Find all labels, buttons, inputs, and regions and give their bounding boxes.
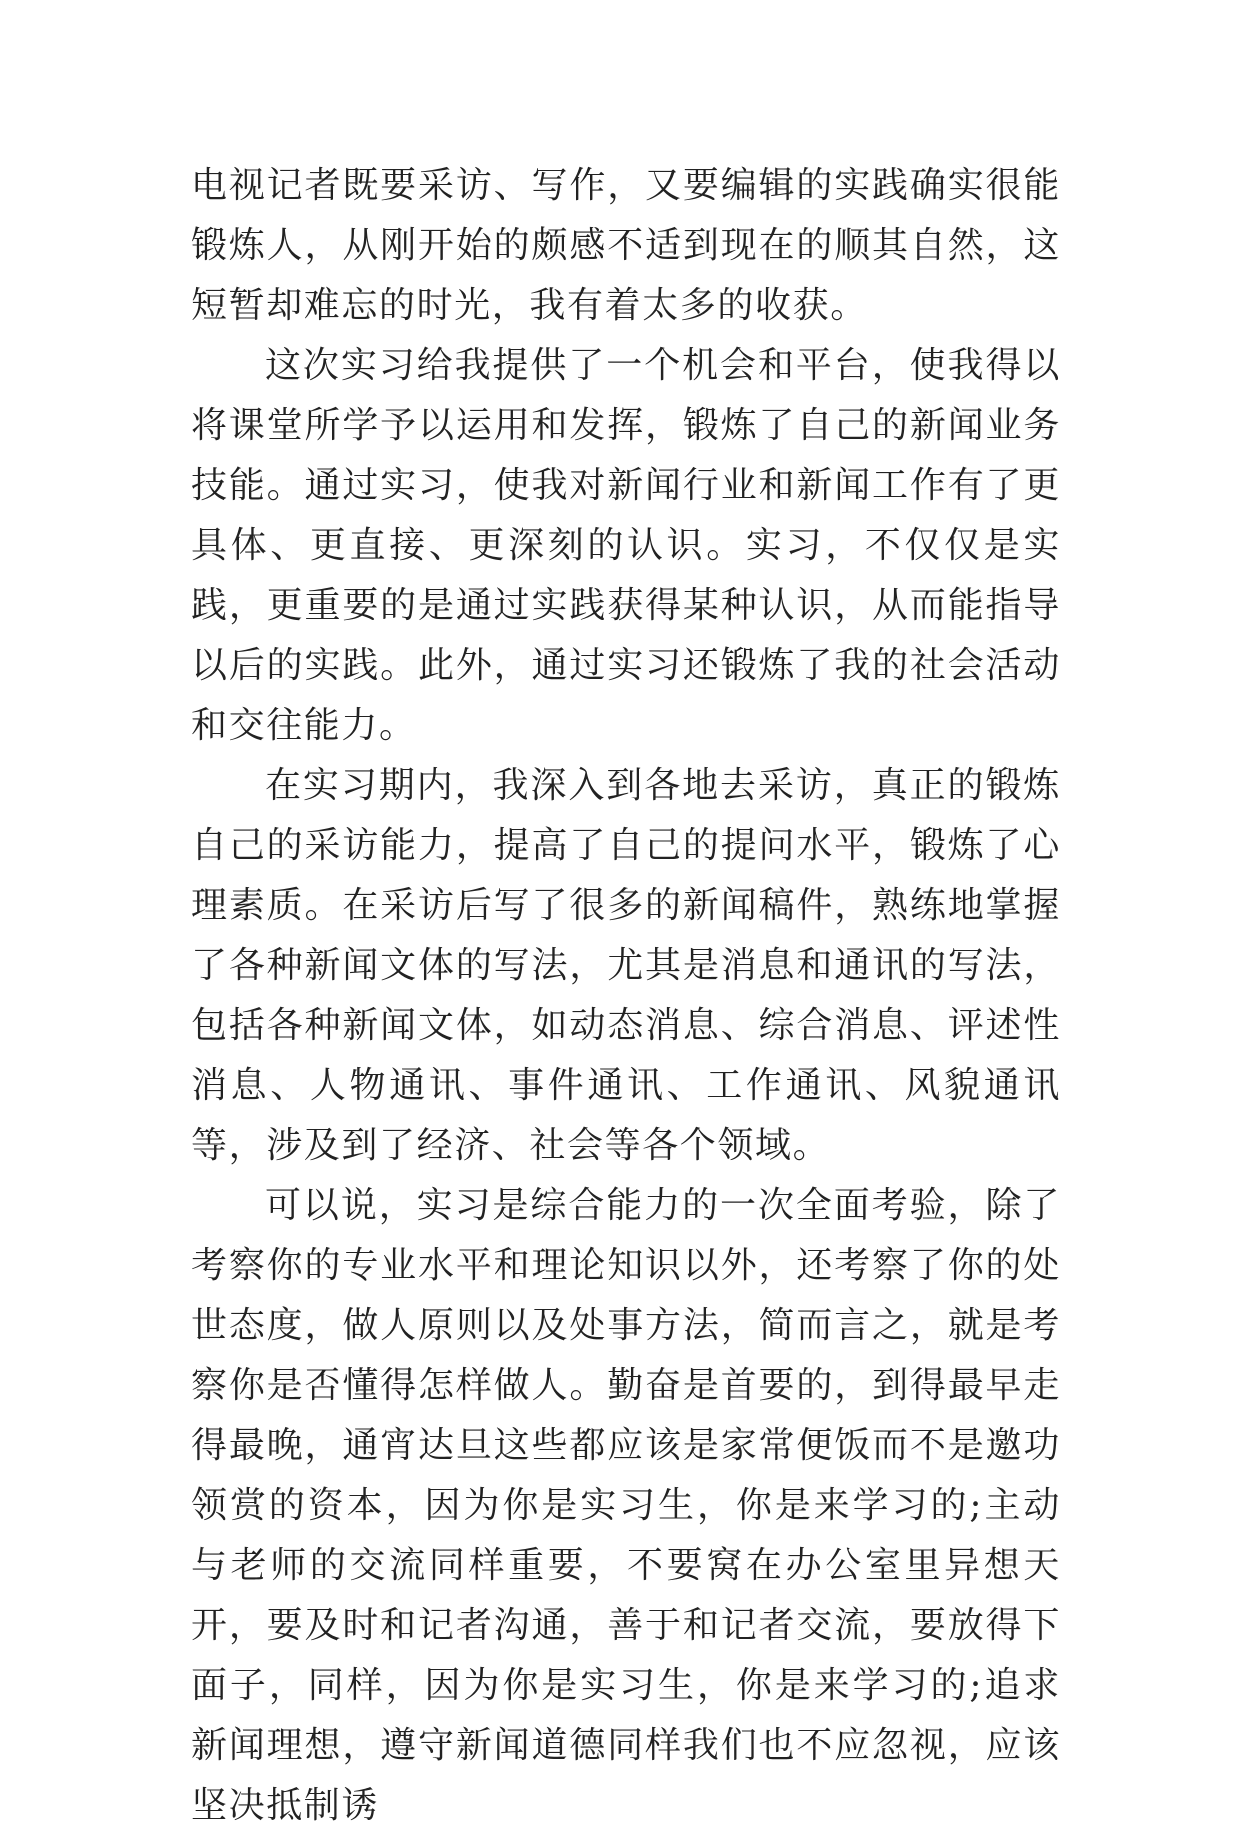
paragraph-3: 在实习期内，我深入到各地去采访，真正的锻炼自己的采访能力，提高了自己的提问水平，锻炼了心理素质。在采访后写了很多的新闻稿件，熟练地掌握了各种新闻文体的写法，尤其是消息和通讯的写法，包括各种新闻文体，如动态消息、综合消息、评述性消息、人物通讯、事件通讯、工作通讯、风貌通讯等，涉及到了经济、社会等各个领域。 bbox=[191, 765, 1061, 1166]
paragraph-2: 这次实习给我提供了一个机会和平台，使我得以将课堂所学予以运用和发挥，锻炼了自己的新闻业务技能。通过实习，使我对新闻行业和新闻工作有了更具体、更直接、更深刻的认识。实习，不仅仅是实践，更重要的是通过实践获得某种认识，从而能指导以后的实践。此外，通过实习还锻炼了我的社会活动和交往能力。 bbox=[191, 345, 1061, 746]
paragraph-1: 电视记者既要采访、写作，又要编辑的实践确实很能锻炼人，从刚开始的颇感不适到现在的顺其自然，这短暂却难忘的时光，我有着太多的收获。 bbox=[191, 165, 1061, 326]
paragraph-4: 可以说，实习是综合能力的一次全面考验，除了考察你的专业水平和理论知识以外，还考察了你的处世态度，做人原则以及处事方法，简而言之，就是考察你是否懂得怎样做人。勤奋是首要的，到得最早走得最晚，通宵达旦这些都应该是家常便饭而不是邀功领赏的资本，因为你是实习生，你是来学习的;主动与老师的交流同样重要，不要窝在办公室里异想天开，要及时和记者沟通，善于和记者交流，要放得下面子，同样，因为你是实习生，你是来学习的;追求新闻理想，遵守新闻道德同样我们也不应忽视，应该坚决抵制诱 bbox=[191, 1185, 1061, 1826]
body-text bbox=[191, 156, 1061, 1836]
